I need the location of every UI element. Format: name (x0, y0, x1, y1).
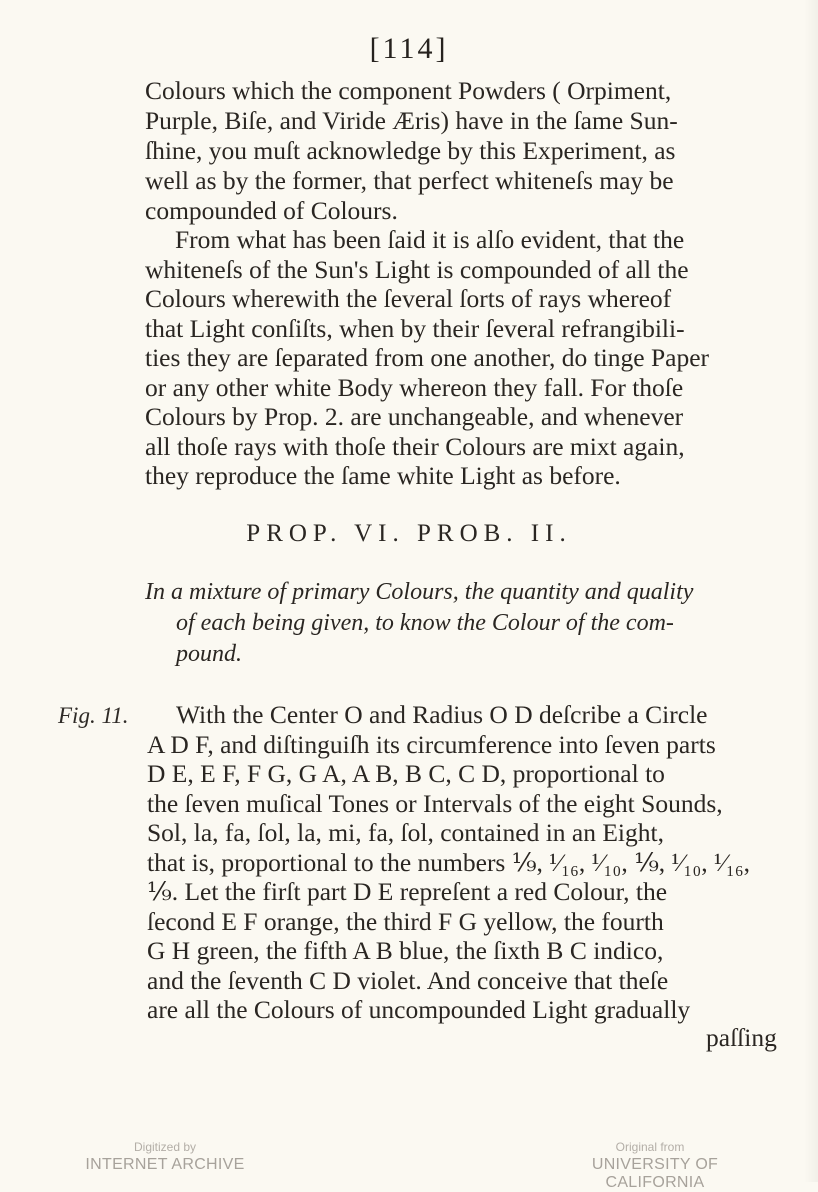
paragraph2-line-8: all thoſe rays with thoſe their Colours are mixt again, (145, 432, 685, 461)
paragraph3-line-9: G H green, the fifth A B blue, the ſixth B C indico, (147, 936, 664, 965)
paragraph3-line-5: Sol, la, fa, ſol, la, mi, fa, ſol, contained in an Eight, (147, 818, 664, 847)
footer-original-source: UNIVERSITY OF CALIFORNIA (591, 1156, 719, 1191)
paragraph2-line-9: they reproduce the ſame white Light as before. (145, 461, 621, 490)
paragraph3-line-4: the ſeven muſical Tones or Intervals of the eight Sounds, (147, 789, 723, 818)
proposition-heading: PROP. VI. PROB. II. (246, 520, 572, 547)
proposition-line-1: In a mixture of primary Colours, the quantity and quality (145, 579, 694, 605)
paragraph3-line-11: are all the Colours of uncompounded Light gradually (147, 995, 691, 1024)
paragraph1-line-1: Colours which the component Powders ( Orpiment, (145, 76, 672, 105)
proposition-line-3: pound. (176, 641, 242, 667)
footer-digitized-label: Digitized by (133, 1140, 197, 1154)
paragraph3-line-2: A D F, and diſtinguiſh its circumference into ſeven parts (147, 730, 716, 759)
paragraph1-line-3: ſhine, you muſt acknowledge by this Experiment, as (145, 136, 676, 165)
paragraph2-line-4: that Light conſiſts, when by their ſeveral refrangibili- (145, 314, 685, 343)
paragraph2-line-2: whiteneſs of the Sun's Light is compounded of all the (145, 255, 689, 284)
paragraph2-line-7: Colours by Prop. 2. are unchangeable, and whenever (145, 402, 684, 431)
catchword: paſſing (706, 1023, 777, 1052)
page-edge-shadow (804, 0, 818, 1182)
paragraph2-line-5: ties they are ſeparated from one another, do tinge Paper (145, 343, 710, 372)
paragraph3-line-7: ⅑. Let the firſt part D E repreſent a red Colour, the (147, 877, 668, 906)
paragraph1-line-5: compounded of Colours. (145, 196, 398, 225)
proposition-line-2: of each being given, to know the Colour of the com- (176, 610, 674, 636)
paragraph3-line-8: ſecond E F orange, the third F G yellow, the fourth (147, 907, 664, 936)
paragraph2-line-3: Colours wherewith the ſeveral ſorts of rays whereof (145, 284, 672, 313)
paragraph3-line-6: that is, proportional to the numbers ⅑, ¹⁄₁₆, ¹⁄₁₀, ⅑, ¹⁄₁₀, ¹⁄₁₆, (147, 848, 751, 877)
paragraph1-line-4: well as by the former, that perfect whiteneſs may be (145, 166, 674, 195)
paragraph3-line-3: D E, E F, F G, G A, A B, B C, C D, proportional to (147, 759, 665, 788)
paragraph3-line-10: and the ſeventh C D violet. And conceive that theſe (147, 966, 669, 995)
paragraph1-line-2: Purple, Biſe, and Viride Æris) have in the ſame Sun- (145, 106, 678, 135)
footer-digitizer-name: INTERNET ARCHIVE (85, 1156, 245, 1173)
footer-original-label: Original from (615, 1140, 685, 1154)
paragraph2-line-6: or any other white Body whereon they fall. For thoſe (145, 373, 684, 402)
paragraph3-line-1: With the Center O and Radius O D deſcribe a Circle (176, 700, 708, 729)
figure-margin-note: Fig. 11. (58, 703, 129, 728)
page-number: [114] (369, 32, 449, 65)
paragraph2-line-1: From what has been ſaid it is alſo evident, that the (175, 225, 685, 254)
